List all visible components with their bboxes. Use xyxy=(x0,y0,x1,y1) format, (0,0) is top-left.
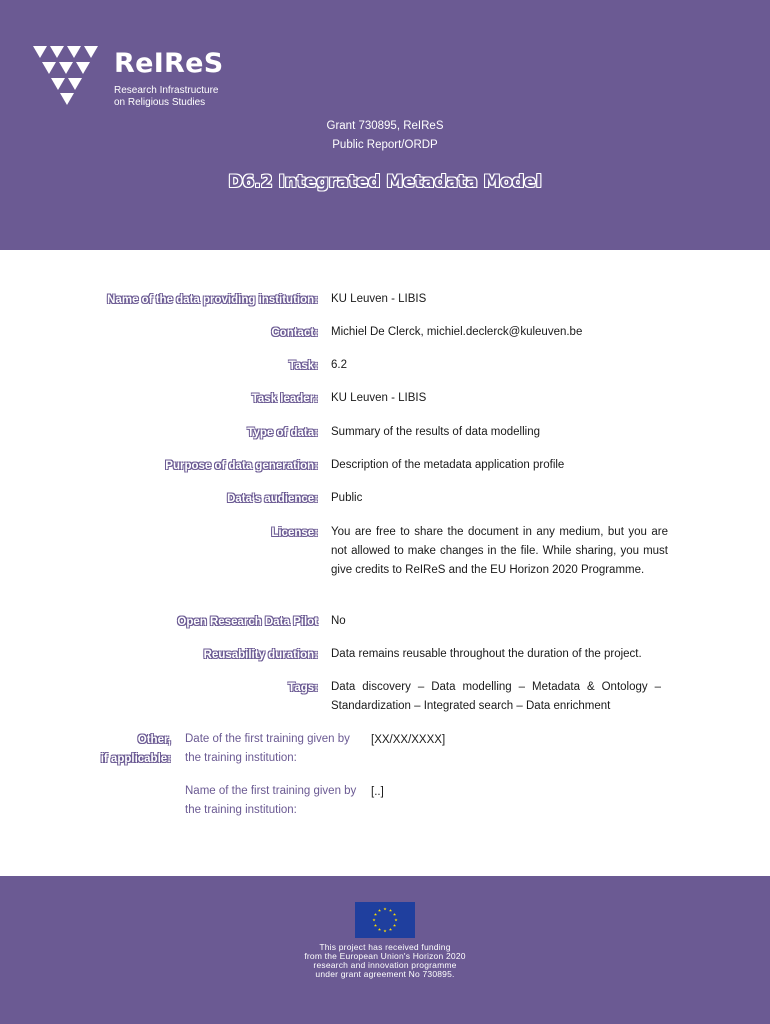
field-label-license: License: xyxy=(271,527,318,539)
funding-line-1: This project has received funding xyxy=(319,942,451,952)
grant-number: Grant 730895, ReIReS xyxy=(326,120,444,132)
if-applicable-label: if applicable: xyxy=(100,753,171,765)
field-value-task-leader: KU Leuven - LIBIS xyxy=(331,392,427,404)
field-label-purpose: Purpose of data generation: xyxy=(165,460,318,472)
report-type: Public Report/ORDP xyxy=(332,139,438,151)
first-training-name-label: Name of the first training given by the training institution: xyxy=(185,785,357,816)
field-label-audience: Data's audience: xyxy=(227,493,318,505)
field-value-contact: Michiel De Clerck, michiel.declerck@kuleuven.be xyxy=(331,326,583,338)
logo-subtitle-line-1: Research Infrastructure xyxy=(114,85,219,96)
header-band xyxy=(0,0,770,250)
field-value-reusability: Data remains reusable throughout the duration of the project. xyxy=(331,648,642,660)
funding-line-2: from the European Union's Horizon 2020 xyxy=(304,951,466,961)
first-training-date-value: [XX/XX/XXXX] xyxy=(371,734,446,746)
logo-name: ReIReS xyxy=(114,48,224,79)
funding-line-4: under grant agreement No 730895. xyxy=(315,969,455,979)
field-label-type-of-data: Type of data: xyxy=(247,427,318,439)
reires-logo-icon xyxy=(33,44,101,106)
field-label-reusability: Reusability duration: xyxy=(203,649,318,661)
logo-subtitle-line-2: on Religious Studies xyxy=(114,97,206,108)
field-label-task: Task: xyxy=(288,360,318,372)
field-value-purpose: Description of the metadata application profile xyxy=(331,459,565,471)
field-value-type-of-data: Summary of the results of data modelling xyxy=(331,426,541,438)
funding-line-3: research and innovation programme xyxy=(313,960,457,970)
field-label-institution: Name of the data providing institution: xyxy=(107,294,318,306)
field-label-contact: Contact: xyxy=(271,327,318,339)
field-label-task-leader: Task leader: xyxy=(251,393,318,405)
document-title: D6.2 Integrated Metadata Model xyxy=(228,172,542,192)
funding-statement xyxy=(0,943,770,979)
eu-flag-icon xyxy=(355,902,415,938)
other-label: Other, xyxy=(137,734,171,746)
first-training-date-label: Date of the first training given by the training institution: xyxy=(185,733,350,764)
field-label-open-research-data-pilot: Open Research Data Pilot xyxy=(177,616,318,628)
field-value-task: 6.2 xyxy=(331,359,347,371)
field-value-license: You are free to share the document in any medium, but you are not allowed to make changes in the file. While sharing, you must give credits to ReIReS and the EU Horizon 2020 Programme. xyxy=(331,526,668,576)
field-label-tags: Tags: xyxy=(288,682,318,694)
first-training-name-value: [..] xyxy=(371,786,384,798)
field-value-institution: KU Leuven - LIBIS xyxy=(331,293,427,305)
field-value-audience: Public xyxy=(331,492,363,504)
field-value-tags: Data discovery – Data modelling – Metadata & Ontology – Standardization – Integrated search – Data enrichment xyxy=(331,681,661,712)
field-value-open-research-data-pilot: No xyxy=(331,615,346,627)
